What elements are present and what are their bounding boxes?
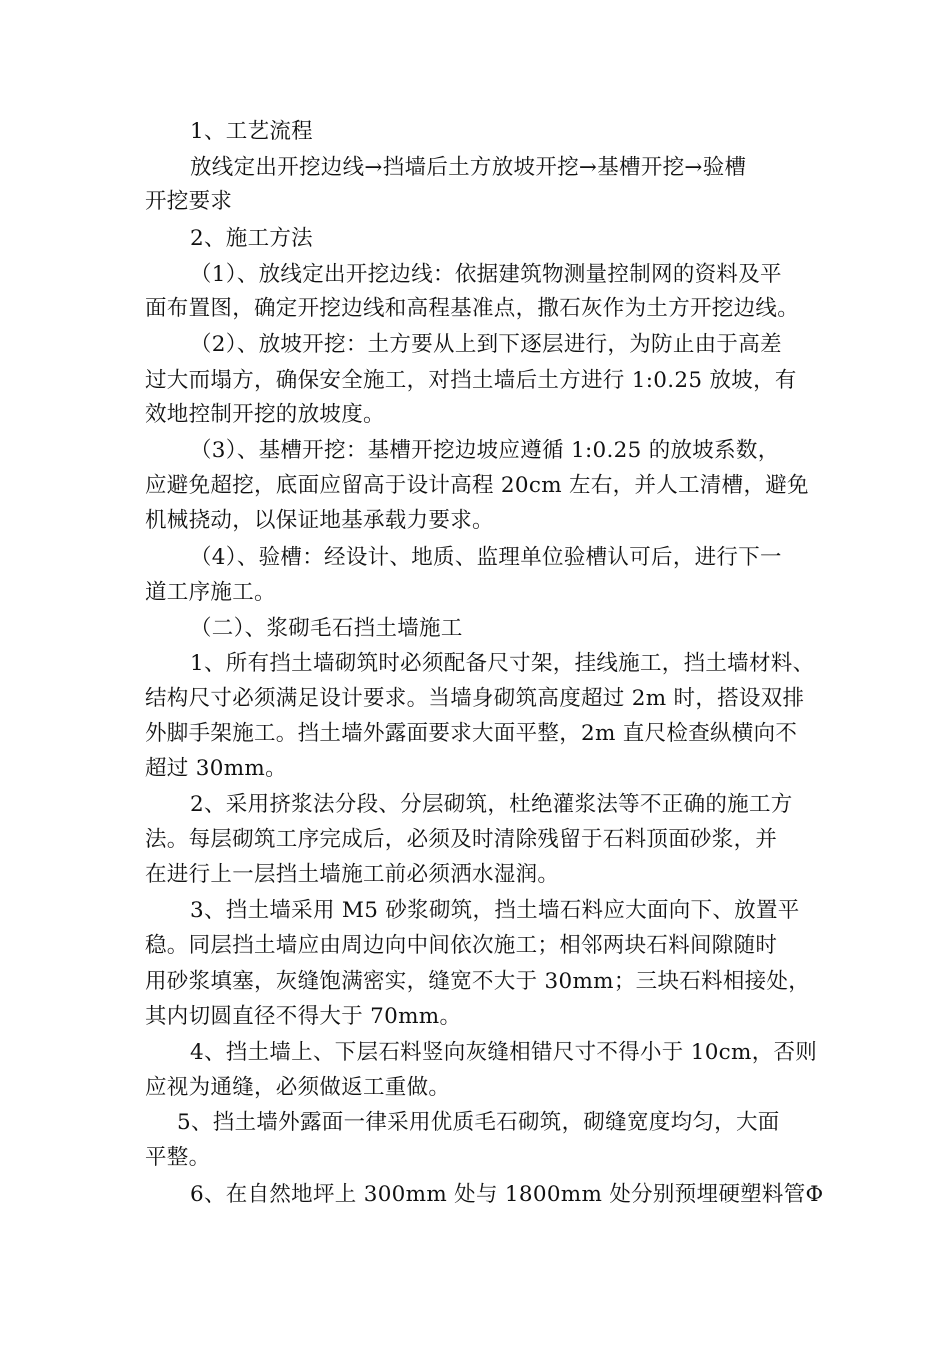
section-heading-process: 1、工艺流程 — [190, 119, 313, 144]
paragraph-line: 6、在自然地坪上 300mm 处与 1800mm 处分别预埋硬塑料管Φ — [190, 1182, 824, 1207]
paragraph-line: 放线定出开挖边线→挡墙后土方放坡开挖→基槽开挖→验槽 — [190, 155, 747, 180]
paragraph-line: （1）、放线定出开挖边线：依据建筑物测量控制网的资料及平 — [190, 262, 782, 287]
paragraph-line: 结构尺寸必须满足设计要求。当墙身砌筑高度超过 2m 时，搭设双排 — [145, 686, 805, 711]
paragraph-line: 过大而塌方，确保安全施工，对挡土墙后土方进行 1:0.25 放坡，有 — [145, 368, 797, 393]
paragraph-line: 其内切圆直径不得大于 70mm。 — [145, 1004, 462, 1029]
paragraph-line: 2、采用挤浆法分段、分层砌筑，杜绝灌浆法等不正确的施工方 — [190, 792, 793, 817]
paragraph-line: （4）、验槽：经设计、地质、监理单位验槽认可后，进行下一 — [190, 545, 782, 570]
paragraph-line: 机械挠动，以保证地基承载力要求。 — [145, 508, 494, 533]
paragraph-line: 外脚手架施工。挡土墙外露面要求大面平整，2m 直尺检查纵横向不 — [145, 721, 798, 746]
paragraph-line: 在进行上一层挡土墙施工前必须洒水湿润。 — [145, 862, 560, 887]
paragraph-line: （3）、基槽开挖：基槽开挖边坡应遵循 1:0.25 的放坡系数， — [190, 438, 780, 463]
paragraph-line: 5、挡土墙外露面一律采用优质毛石砌筑，砌缝宽度均匀，大面 — [177, 1110, 780, 1135]
paragraph-line: 超过 30mm。 — [145, 756, 287, 781]
paragraph-line: 应视为通缝，必须做返工重做。 — [145, 1075, 451, 1100]
paragraph-line: 平整。 — [145, 1145, 211, 1170]
paragraph-line: 3、挡土墙采用 M5 砂浆砌筑，挡土墙石料应大面向下、放置平 — [190, 898, 800, 923]
paragraph-line: 法。每层砌筑工序完成后，必须及时清除残留于石料顶面砂浆，并 — [145, 827, 778, 852]
paragraph-line: 道工序施工。 — [145, 580, 276, 605]
paragraph-line: 稳。同层挡土墙应由周边向中间依次施工；相邻两块石料间隙随时 — [145, 933, 778, 958]
paragraph-line: 4、挡土墙上、下层石料竖向灰缝相错尺寸不得小于 10cm，否则 — [190, 1040, 818, 1065]
paragraph-line: 用砂浆填塞，灰缝饱满密实，缝宽不大于 30mm；三块石料相接处， — [145, 969, 811, 994]
paragraph-line: 开挖要求 — [145, 189, 233, 214]
paragraph-line: 1、所有挡土墙砌筑时必须配备尺寸架，挂线施工，挡土墙材料、 — [190, 651, 815, 676]
paragraph-line: 应避免超挖，底面应留高于设计高程 20cm 左右，并人工清槽，避免 — [145, 473, 809, 498]
paragraph-line: （2）、放坡开挖：土方要从上到下逐层进行，为防止由于高差 — [190, 332, 782, 357]
paragraph-line: 效地控制开挖的放坡度。 — [145, 402, 385, 427]
paragraph-line: 面布置图，确定开挖边线和高程基准点，撒石灰作为土方开挖边线。 — [145, 296, 800, 321]
section-heading-retaining-wall: （二）、浆砌毛石挡土墙施工 — [190, 616, 463, 641]
section-heading-method: 2、施工方法 — [190, 226, 313, 251]
